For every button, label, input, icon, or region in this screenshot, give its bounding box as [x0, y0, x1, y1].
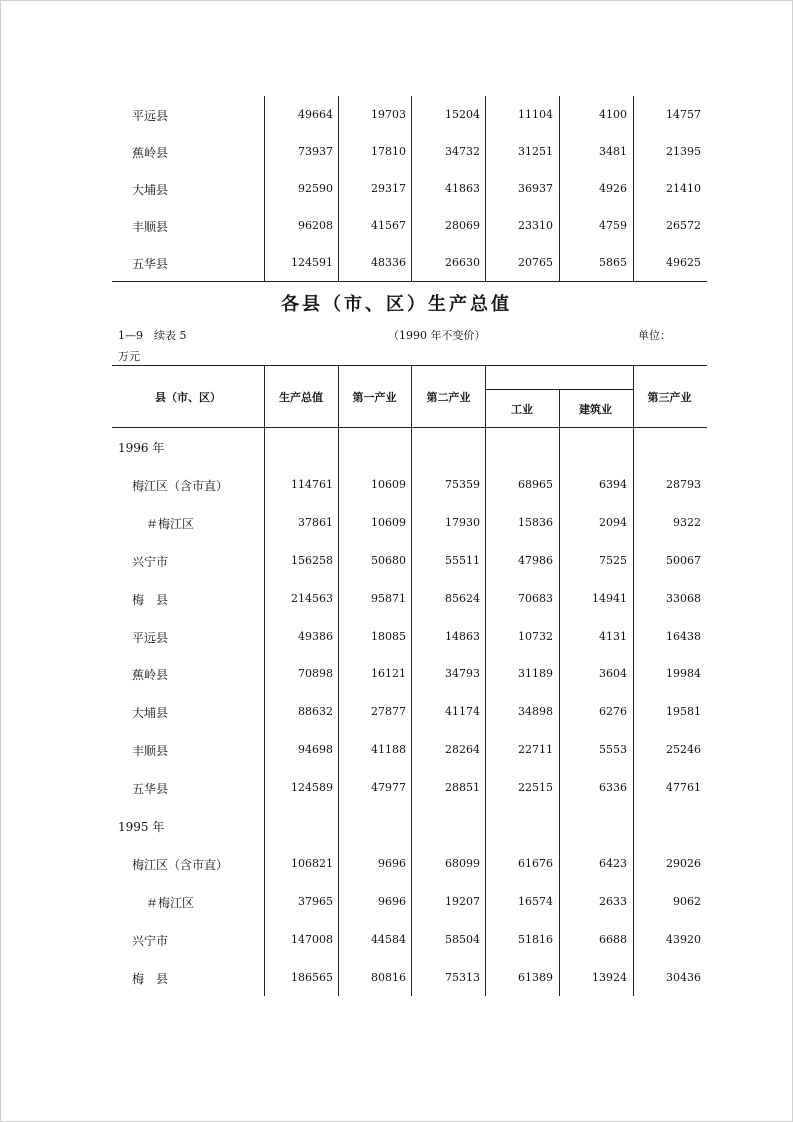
table-cell: 41188 — [371, 743, 406, 757]
table-cell: 21410 — [666, 182, 701, 195]
table-cell: 124589 — [291, 781, 333, 795]
table-cell: 31251 — [518, 145, 553, 158]
table-cell: 33068 — [666, 591, 701, 605]
table-cell: 16574 — [518, 894, 553, 908]
table-cell: 36937 — [518, 182, 553, 195]
table-cell: 37861 — [298, 515, 333, 529]
row-label: 梅 县 — [132, 971, 169, 986]
row-label: 蕉岭县 — [132, 668, 169, 683]
table-cell: 26630 — [445, 256, 480, 269]
table-cell: 50680 — [371, 553, 406, 567]
price-basis: （1990 年不变价） — [388, 329, 486, 342]
row-label: 五华县 — [132, 257, 169, 271]
row-label: 兴宁市 — [132, 933, 169, 948]
table-cell: 28264 — [445, 743, 480, 757]
table-cell: 34898 — [518, 705, 553, 719]
row-label: 梅江区（含市直） — [132, 857, 229, 872]
table-cell: 156258 — [291, 553, 333, 567]
table-cell: 7525 — [599, 553, 627, 567]
header-primary: 第一产业 — [352, 391, 397, 404]
table-cell: 80816 — [371, 970, 406, 984]
table-cell: 51816 — [518, 932, 553, 946]
table-cell: 88632 — [298, 705, 333, 719]
table-cell: 14757 — [666, 108, 701, 121]
table-cell: 3604 — [599, 667, 627, 681]
table-cell: 29317 — [371, 182, 406, 195]
table-cell: 55511 — [445, 553, 480, 567]
column-divider — [485, 389, 486, 996]
row-divider — [112, 365, 707, 366]
table-cell: 6688 — [599, 932, 627, 946]
column-divider — [264, 365, 265, 996]
row-label: 丰顺县 — [132, 220, 169, 234]
table-cell: 124591 — [291, 256, 333, 269]
table-cell: 48336 — [371, 256, 406, 269]
table-cell: 2633 — [599, 894, 627, 908]
table-cell: 9696 — [378, 856, 406, 870]
column-divider — [633, 96, 634, 281]
table-cell: 29026 — [666, 856, 701, 870]
row-label: 梅 县 — [132, 592, 169, 607]
table-cell: 19207 — [445, 894, 480, 908]
table-cell: 6394 — [599, 477, 627, 491]
column-divider — [411, 96, 412, 281]
table-cell: 3481 — [599, 145, 627, 158]
row-label: 梅江区（含市直） — [132, 478, 229, 493]
row-label: 1995 年 — [118, 820, 165, 834]
table-cell: 47977 — [371, 781, 406, 795]
table-cell: 17810 — [371, 145, 406, 158]
table-cell: 28851 — [445, 781, 480, 795]
unit-label: 单位： — [638, 329, 671, 342]
table-cell: 34793 — [445, 667, 480, 681]
table-cell: 15204 — [445, 108, 480, 121]
table-cell: 10732 — [518, 629, 553, 643]
table-cell: 96208 — [298, 219, 333, 232]
row-label: 丰顺县 — [132, 744, 169, 759]
table-cell: 15836 — [518, 515, 553, 529]
table-number: 1—9 续表 5 — [118, 329, 187, 342]
table-cell: 43920 — [666, 932, 701, 946]
table-cell: 28069 — [445, 219, 480, 232]
header-construction: 建筑业 — [579, 403, 612, 416]
row-label: ＃梅江区 — [146, 895, 195, 910]
column-divider — [485, 365, 486, 389]
table-cell: 49664 — [298, 108, 333, 121]
table-cell: 31189 — [518, 667, 553, 681]
table-cell: 58504 — [445, 932, 480, 946]
table-cell: 6423 — [599, 856, 627, 870]
table-cell: 44584 — [371, 932, 406, 946]
table-cell: 4926 — [599, 182, 627, 195]
table-cell: 13924 — [592, 970, 627, 984]
table-cell: 4131 — [599, 629, 627, 643]
table-cell: 41567 — [371, 219, 406, 232]
table-cell: 75359 — [445, 477, 480, 491]
table-cell: 5865 — [599, 256, 627, 269]
column-divider — [338, 365, 339, 996]
table-cell: 49625 — [666, 256, 701, 269]
row-label: 蕉岭县 — [132, 146, 169, 160]
row-label: 平远县 — [132, 109, 169, 123]
table-cell: 47986 — [518, 553, 553, 567]
table-cell: 114761 — [291, 477, 333, 491]
table-cell: 14941 — [592, 591, 627, 605]
row-label: 平远县 — [132, 630, 169, 645]
table-cell: 19703 — [371, 108, 406, 121]
table-cell: 70898 — [298, 667, 333, 681]
table-cell: 41863 — [445, 182, 480, 195]
table-cell: 9322 — [673, 515, 701, 529]
unit-value: 万元 — [118, 350, 140, 363]
table-cell: 23310 — [518, 219, 553, 232]
table-cell: 20765 — [518, 256, 553, 269]
table-cell: 6336 — [599, 781, 627, 795]
table-cell: 95871 — [371, 591, 406, 605]
table-cell: 19581 — [666, 705, 701, 719]
table-cell: 30436 — [666, 970, 701, 984]
header-tertiary: 第三产业 — [647, 391, 692, 404]
table-cell: 61389 — [518, 970, 553, 984]
table-cell: 18085 — [371, 629, 406, 643]
table-cell: 41174 — [445, 705, 480, 719]
header-secondary: 第二产业 — [426, 391, 471, 404]
table-cell: 19984 — [666, 667, 701, 681]
table-cell: 6276 — [599, 705, 627, 719]
row-label: 1996 年 — [118, 441, 165, 455]
table-cell: 47761 — [666, 781, 701, 795]
column-divider — [264, 96, 265, 281]
table-cell: 50067 — [666, 553, 701, 567]
column-divider — [633, 365, 634, 996]
header-county: 县（市、区） — [155, 391, 221, 404]
table-cell: 21395 — [666, 145, 701, 158]
table-cell: 28793 — [666, 477, 701, 491]
row-label: 大埔县 — [132, 183, 169, 197]
row-label: 大埔县 — [132, 706, 169, 721]
table-cell: 49386 — [298, 629, 333, 643]
column-divider — [559, 96, 560, 281]
table-cell: 10609 — [371, 477, 406, 491]
table-cell: 85624 — [445, 591, 480, 605]
table-cell: 147008 — [291, 932, 333, 946]
column-divider — [411, 365, 412, 996]
header-industry: 工业 — [511, 403, 533, 416]
table-cell: 92590 — [298, 182, 333, 195]
table-cell: 5553 — [599, 743, 627, 757]
header-gdp: 生产总值 — [279, 391, 323, 404]
table-cell: 186565 — [291, 970, 333, 984]
table-cell: 10609 — [371, 515, 406, 529]
table-cell: 22711 — [518, 743, 553, 757]
table-cell: 14863 — [445, 629, 480, 643]
table-cell: 75313 — [445, 970, 480, 984]
row-label: ＃梅江区 — [146, 516, 195, 531]
table-cell: 22515 — [518, 781, 553, 795]
table-cell: 4100 — [599, 108, 627, 121]
table-cell: 2094 — [599, 515, 627, 529]
table-cell: 68965 — [518, 477, 553, 491]
row-divider — [112, 281, 707, 282]
column-divider — [338, 96, 339, 281]
row-divider — [112, 427, 707, 428]
column-divider — [559, 389, 560, 996]
table-cell: 9696 — [378, 894, 406, 908]
table-cell: 37965 — [298, 894, 333, 908]
table-cell: 34732 — [445, 145, 480, 158]
table-cell: 61676 — [518, 856, 553, 870]
table-cell: 94698 — [298, 743, 333, 757]
table-cell: 17930 — [445, 515, 480, 529]
table-cell: 70683 — [518, 591, 553, 605]
table-cell: 26572 — [666, 219, 701, 232]
row-label: 兴宁市 — [132, 554, 169, 569]
table-cell: 16121 — [371, 667, 406, 681]
table-cell: 4759 — [599, 219, 627, 232]
table-cell: 16438 — [666, 629, 701, 643]
page-title: 各县（市、区）生产总值 — [281, 294, 512, 315]
table-cell: 27877 — [371, 705, 406, 719]
table-cell: 73937 — [298, 145, 333, 158]
table-cell: 106821 — [291, 856, 333, 870]
table-cell: 25246 — [666, 743, 701, 757]
column-divider — [485, 96, 486, 281]
table-cell: 214563 — [291, 591, 333, 605]
row-label: 五华县 — [132, 782, 169, 797]
table-cell: 9062 — [673, 894, 701, 908]
table-cell: 11104 — [518, 108, 553, 121]
table-cell: 68099 — [445, 856, 480, 870]
